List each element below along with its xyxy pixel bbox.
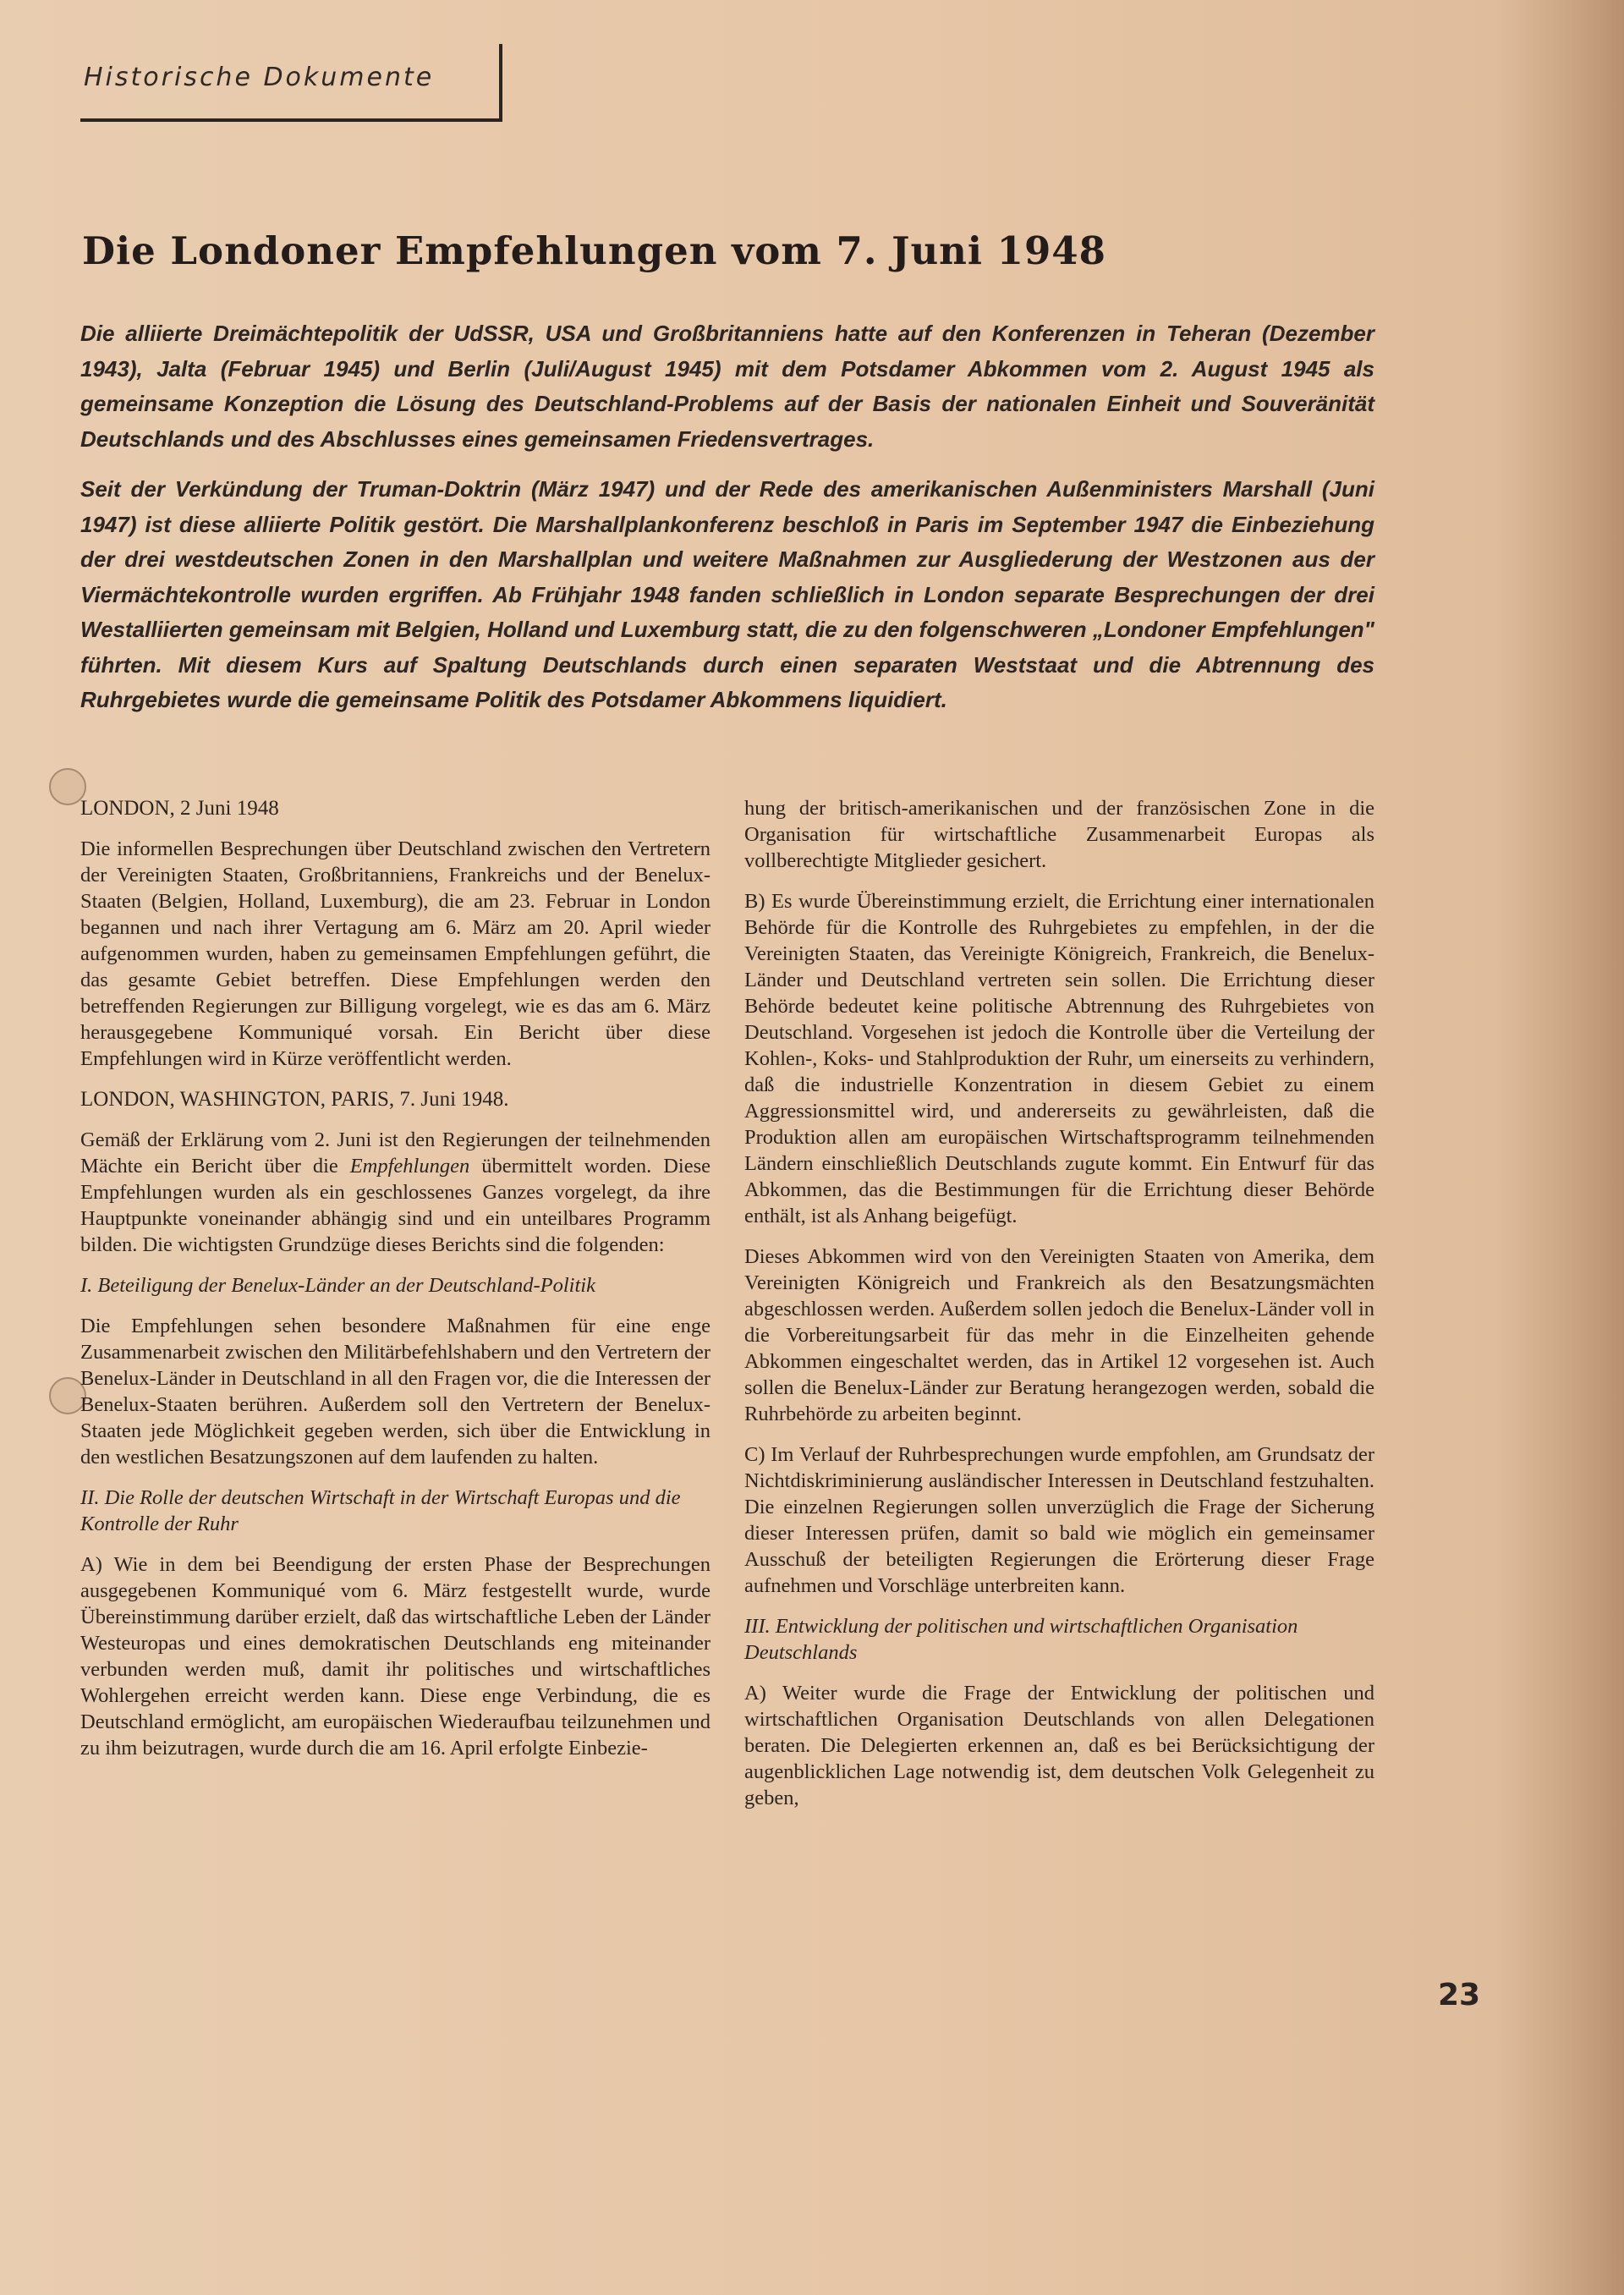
body-text: Gemäß der Erklärung vom 2. Juni ist den Regierungen der teilnehmenden Mächte ein Bericht über die (80, 1128, 710, 1178)
body-paragraph: B) Es wurde Übereinstimmung erzielt, die Errichtung einer internationalen Behörde für die Kontrolle des Ruhrgebietes zu empfehlen, in der die Vereinigten Staaten, das Vereinigte Königreich, Frankreich, die Benelux-Länder und Deutschland vertreten sein sollen. Die Errichtung dieser Behörde bedeutet keine politische Abtrennung des Ruhrgebietes von Deutschland. Vorgesehen ist jedoch die Kontrolle über die Verteilung der Kohlen-, Koks- und Stahlproduktion der Ruhr, um einerseits zu verhindern, daß die industrielle Konzentration in diesem Gebiet zu einem Aggressionsmittel wird, und andererseits zu gewährleisten, daß die Produktion allen am europäischen Wirtschaftsprogramm teilnehmenden Ländern einschließlich Deutschlands zugute kommt. Ein Entwurf für das Abkommen, das die Bestimmungen für die Errichtung dieser Behörde enthält, ist als Anhang beigefügt. (744, 890, 1374, 1227)
article-title: Die Londoner Empfehlungen vom 7. Juni 1948 (82, 228, 1106, 273)
emphasis-text: Empfehlungen (349, 1155, 470, 1178)
body-paragraph: Die informellen Besprechungen über Deutschland zwischen den Vertretern der Vereinigten Staaten, Großbritanniens, Frankreichs und der Benelux-Staaten (Belgien, Holland, Luxemburg), die am 23. Februar in London begannen und nach ihrer Vertagung am 6. März am 20. April wieder aufgenommen wurden, haben zu gemeinsamen Empfehlungen geführt, die das gesamte Gebiet betreffen. Diese Empfehlungen werden den betreffenden Regierungen zur Billigung vorgelegt, wie es das am 6. März herausgegebene Kommuniqué vorsah. Ein Bericht über diese Empfehlungen wird in Kürze veröffentlicht werden. (80, 837, 710, 1070)
section-heading: II. Die Rolle der deutschen Wirtschaft in der Wirtschaft Europas und die Kontrolle der Ruhr (80, 1486, 681, 1535)
intro-paragraph: Seit der Verkündung der Truman-Doktrin (März 1947) und der Rede des amerikanischen Außenministers Marshall (Juni 1947) ist diese alliierte Politik gestört. Die Marshallplankonferenz beschloß in Paris im September 1947 die Einbeziehung der drei westdeutschen Zonen in den Marshallplan und weitere Maßnahmen zur Ausgliederung der Westzonen aus der Viermächtekontrolle wurden ergriffen. Ab Frühjahr 1948 fanden schließlich in London separate Besprechungen der drei Westalliierten gemeinsam mit Belgien, Holland und Luxemburg statt, die zu den folgenschweren „Londoner Empfehlungen" führten. Mit diesem Kurs auf Spaltung Deutschlands durch einen separaten Weststaat und die Abtrennung des Ruhrgebietes wurde die gemeinsame Politik des Potsdamer Abkommens liquidiert. (80, 476, 1374, 712)
page-number: 23 (1438, 1978, 1481, 2012)
left-column (80, 795, 710, 1776)
section-heading: I. Beteiligung der Benelux-Länder an der Deutschland-Politik (80, 1274, 595, 1297)
running-head (80, 44, 502, 122)
section-heading: III. Entwicklung der politischen und wirtschaftlichen Organisation Deutschlands (744, 1615, 1298, 1664)
body-paragraph (80, 1127, 710, 1258)
right-column (744, 795, 1374, 1826)
body-paragraph: Die Empfehlungen sehen besondere Maßnahmen für eine enge Zusammenarbeit zwischen den Militärbefehlshabern und den Vertretern der Benelux-Länder in Deutschland in all den Fragen vor, die die Interessen der Benelux-Staaten berühren. Außerdem soll den Vertretern der Benelux-Staaten jede Möglichkeit gegeben werden, sich über die Entwicklung in den westlichen Besatzungszonen auf dem laufenden zu halten. (80, 1315, 710, 1469)
dateline: LONDON, 2 Juni 1948 (80, 797, 279, 820)
body-paragraph: C) Im Verlauf der Ruhrbesprechungen wurde empfohlen, am Grundsatz der Nichtdiskriminierung ausländischer Interessen in Deutschland festzuhalten. Die einzelnen Regierungen sollen unverzüglich die Frage der Sicherung dieser Interessen prüfen, damit so bald wie möglich ein gemeinsamer Ausschuß der beteiligten Regierungen die Erörterung dieser Frage aufnehmen und Vorschläge unterbreiten kann. (744, 1443, 1374, 1597)
body-paragraph: A) Weiter wurde die Frage der Entwicklung der politischen und wirtschaftlichen Organisation Deutschlands von allen Delegationen beraten. Die Delegierten erkennen an, daß es bei Berücksichtigung der augenblicklichen Lage notwendig ist, dem deutschen Volk Gelegenheit zu geben, (744, 1682, 1374, 1809)
body-paragraph: A) Wie in dem bei Beendigung der ersten Phase der Besprechungen ausgegebenen Kommuniqué vom 6. März festgestellt wurde, wurde Übereinstimmung darüber erzielt, daß das wirtschaftliche Leben der Länder Westeuropas und eines demokratischen Deutschlands eng miteinander verbunden werden muß, damit ihr politisches und wirtschaftliches Wohlergehen erreicht werden kann. Diese enge Verbindung, die es Deutschland ermöglicht, am europäischen Wiederaufbau teilzunehmen und zu ihm beizutragen, wurde durch die am 16. April erfolgte Einbezie- (80, 1553, 710, 1760)
intro-paragraph: Die alliierte Dreimächtepolitik der UdSSR, USA und Großbritanniens hatte auf den Konferenzen in Teheran (Dezember 1943), Jalta (Februar 1945) und Berlin (Juli/August 1945) mit dem Potsdamer Abkommen vom 2. August 1945 als gemeinsame Konzeption die Lösung des Deutschland-Problems auf der Basis der nationalen Einheit und Souveränität Deutschlands und des Abschlusses eines gemeinsamen Friedensvertrages. (80, 321, 1374, 452)
body-text: übermittelt worden. Diese Empfehlungen wurden als ein geschlossenes Ganzes vorgelegt, da ihre Hauptpunkte voneinander abhängig sind und ein unteilbares Programm bilden. Die wichtigsten Grundzüge dieses Berichts sind die folgenden: (80, 1155, 710, 1256)
running-head-text: Historische Dokumente (84, 63, 435, 92)
dateline: LONDON, WASHINGTON, PARIS, 7. Juni 1948. (80, 1088, 509, 1111)
body-paragraph: Dieses Abkommen wird von den Vereinigten Staaten von Amerika, dem Vereinigten Königreich und Frankreich als den Besatzungsmächten abgeschlossen werden. Außerdem sollen jedoch die Benelux-Länder voll in die Vorbereitungsarbeit für das mehr in die Einzelheiten gehende Abkommen eingeschaltet werden, das in Artikel 12 vorgesehen ist. Auch sollen die Benelux-Länder zur Beratung herangezogen werden, sobald die Ruhrbehörde zu arbeiten beginnt. (744, 1245, 1374, 1425)
body-paragraph: hung der britisch-amerikanischen und der französischen Zone in die Organisation für wirtschaftliche Zusammenarbeit Europas als vollberechtigte Mitglieder gesichert. (744, 797, 1374, 872)
